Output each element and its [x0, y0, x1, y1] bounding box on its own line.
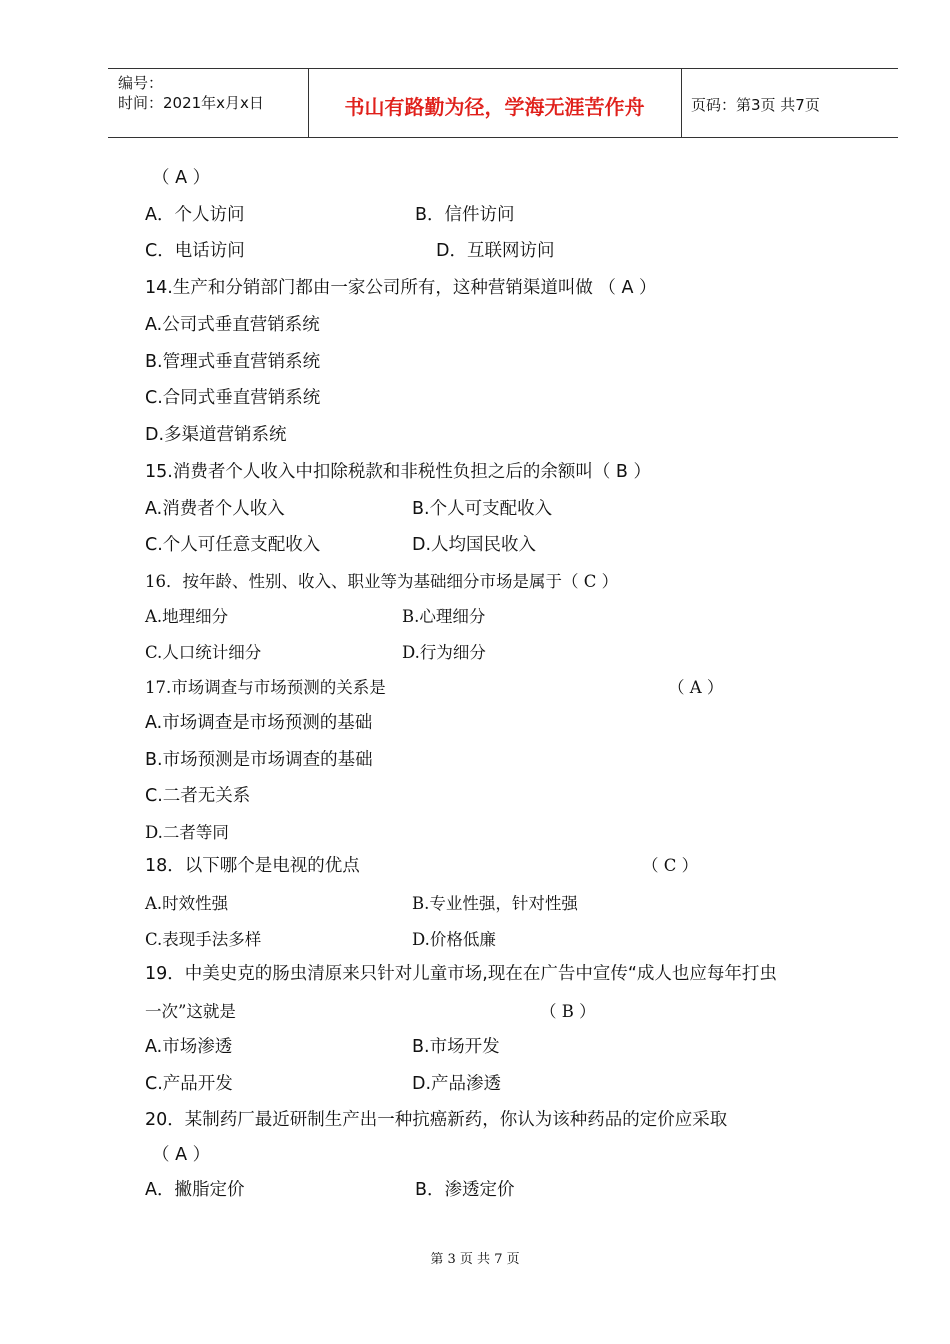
text-line: D．互联网访问: [436, 241, 555, 261]
text-line: D.多渠道营销系统: [145, 425, 287, 445]
text-line: B.市场预测是市场调查的基础: [145, 750, 373, 770]
text-line: （ A ）: [152, 1145, 211, 1165]
text-line: A．撇脂定价: [145, 1180, 245, 1200]
text-line: D.二者等同: [145, 823, 229, 842]
text-line: A.地理细分: [145, 607, 229, 626]
text-line: C.表现手法多样: [145, 930, 262, 949]
time-label: 时间：2021年x月x日: [118, 94, 264, 112]
page-number-label: 页码：第3页 共7页: [691, 96, 820, 114]
text-line: D.价格低廉: [412, 930, 496, 949]
text-line: D.行为细分: [402, 643, 486, 662]
motto-text: 书山有路勤为径，学海无涯苦作舟: [344, 95, 645, 119]
text-line: B．渗透定价: [415, 1180, 515, 1200]
text-line: （ B ）: [540, 1002, 596, 1021]
text-line: B.市场开发: [412, 1037, 500, 1057]
text-line: （ A ）: [152, 168, 211, 188]
text-line: A．个人访问: [145, 205, 245, 225]
text-line: A.消费者个人收入: [145, 499, 285, 519]
text-line: B.管理式垂直营销系统: [145, 352, 321, 372]
text-line: A.市场调查是市场预测的基础: [145, 713, 373, 733]
header-page-cell: [681, 69, 898, 137]
text-line: （ A ）: [668, 678, 724, 697]
text-line: 20．某制药厂最近研制生产出一种抗癌新药，你认为该种药品的定价应采取: [145, 1110, 728, 1130]
text-line: C．电话访问: [145, 241, 245, 261]
text-line: 一次”这就是: [145, 1002, 236, 1021]
text-line: 19．中美史克的肠虫清原来只针对儿童市场,现在在广告中宣传“成人也应每年打虫: [145, 964, 777, 984]
text-line: B.专业性强，针对性强: [412, 894, 578, 913]
text-line: C.合同式垂直营销系统: [145, 388, 321, 408]
page-footer: 第 3 页 共 7 页: [430, 1252, 520, 1267]
text-line: B．信件访问: [415, 205, 515, 225]
text-line: A.时效性强: [145, 894, 229, 913]
text-line: B.个人可支配收入: [412, 499, 553, 519]
text-line: C.二者无关系: [145, 786, 251, 806]
text-line: A.市场渗透: [145, 1037, 233, 1057]
text-line: C.产品开发: [145, 1074, 233, 1094]
text-line: 18．以下哪个是电视的优点: [145, 856, 360, 876]
text-line: 17.市场调查与市场预测的关系是: [145, 678, 386, 697]
serial-label: 编号：: [118, 74, 164, 92]
text-line: 14.生产和分销部门都由一家公司所有，这种营销渠道叫做 （ A ）: [145, 278, 657, 298]
text-line: B.心理细分: [402, 607, 486, 626]
text-line: D.人均国民收入: [412, 535, 537, 555]
text-line: （ C ）: [642, 856, 699, 875]
text-line: D.产品渗透: [412, 1074, 502, 1094]
page-header: [108, 68, 898, 138]
text-line: C.个人可任意支配收入: [145, 535, 321, 555]
header-motto-cell: [308, 69, 682, 137]
text-line: A.公司式垂直营销系统: [145, 315, 320, 335]
text-line: 16．按年龄、性别、收入、职业等为基础细分市场是属于（ C ）: [145, 572, 619, 591]
text-line: C.人口统计细分: [145, 643, 262, 662]
header-info-cell: [108, 69, 309, 137]
text-line: 15.消费者个人收入中扣除税款和非税性负担之后的余额叫（ B ）: [145, 462, 651, 482]
